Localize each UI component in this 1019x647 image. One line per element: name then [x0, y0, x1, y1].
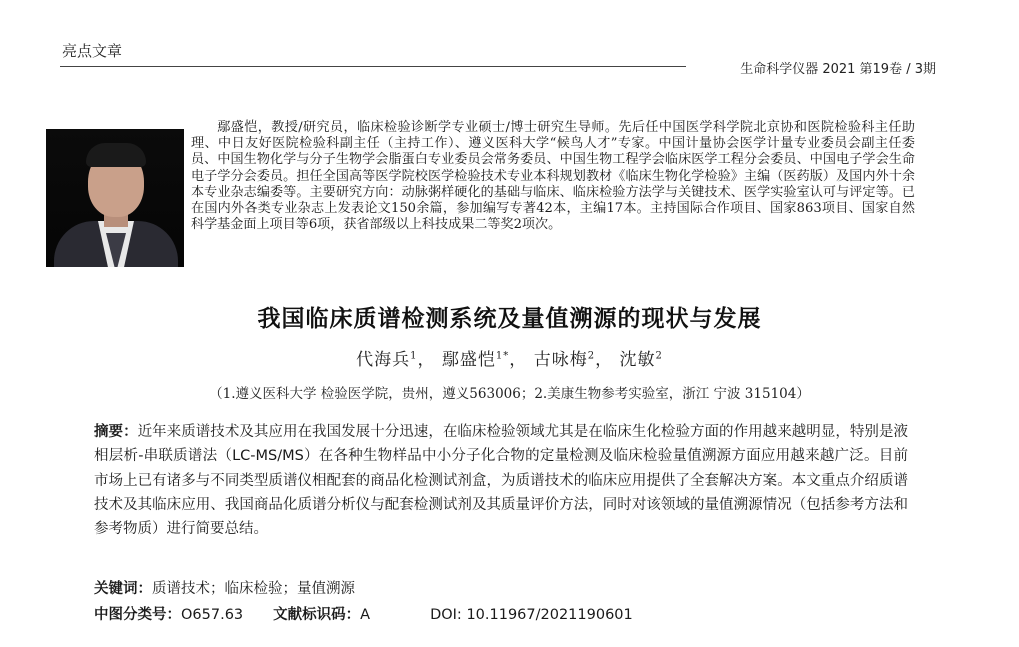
abstract-label: 摘要：	[94, 424, 138, 440]
article-title: 我国临床质谱检测系统及量值溯源的现状与发展	[257, 306, 762, 332]
author-name: 鄢盛恺	[441, 350, 496, 370]
author-list: 代海兵$^1$， 鄢盛恺$^{1*}$， 古咏梅$^2$， 沈敏$^2$	[356, 350, 663, 370]
section-label: 亮点文章	[62, 42, 123, 60]
abstract-text: 近年来质谱技术及其应用在我国发展十分迅速，在临床检验领域尤其是在临床生化检验方面的作用越来越明显，特别是液相层析-串联质谱法（LC-MS/MS）在各种生物样品中小分子化合物的定量检测及临床检验量值溯源方面应用越来越广泛。目前市场上已有诸多与不同类型质谱仪相配套的商品化检测试剂盒，为质谱技术的临床应用提供了全套解决方案。本文重点介绍质谱技术及其临床应用、我国商品化质谱分析仪与配套检测试剂及其质量评价方法，同时对该领域的量值溯源情况（包括参考方法和参考物质）进行简要总结。	[94, 424, 908, 538]
author-name: 代海兵	[356, 350, 411, 370]
journal-info: 生命科学仪器 2021 第19卷 / 3期	[740, 62, 936, 77]
author-affil-mark: 1*	[495, 350, 510, 362]
classification-line	[94, 603, 633, 624]
keywords-label: 关键词：	[94, 581, 152, 597]
doi-value: 10.11967/2021190601	[466, 607, 633, 623]
affiliation: （1.遵义医科大学 检验医学院，贵州，遵义563006；2.美康生物参考实验室，浙江 宁波 315104）	[209, 386, 810, 402]
doccode-value: A	[360, 607, 371, 623]
author-affil-mark: 2	[587, 350, 596, 362]
doi-label: DOI:	[430, 607, 462, 623]
author-name: 古咏梅	[533, 350, 588, 370]
header-divider	[60, 66, 686, 67]
author-bio: 鄢盛恺，教授/研究员，临床检验诊断学专业硕士/博士研究生导师。先后任中国医学科学院北京协和医院检验科主任助理、中日友好医院检验科副主任（主持工作）、遵义医科大学“候鸟人才”专家。中国计量协会医学计量专业委员会副主任委员、中国生物化学与分子生物学会脂蛋白专业委员会常务委员、中国生物工程学会临床医学工程分会委员、中国电子学会生命电子学分会委员。担任全国高等医学院校医学检验技术专业本科规划教材《临床生物化学检验》主编（医药版）及国内外十余本专业杂志编委等。主要研究方向：动脉粥样硬化的基础与临床、临床检验方法学与关键技术、医学实验室认可与评定等。已在国内外各类专业杂志上发表论文150余篇，参加编写专著42本，主编17本。主持国际合作项目、国家863项目、国家自然科学基金面上项目等6项，获省部级以上科技成果二等奖2项次。	[191, 120, 915, 233]
keywords-text: 质谱技术；临床检验；量值溯源	[152, 581, 355, 597]
author-affil-mark: 2	[655, 350, 663, 362]
keywords	[94, 577, 355, 598]
author-photo	[46, 129, 184, 267]
doccode-label: 文献标识码：	[273, 607, 361, 623]
author-name: 沈敏	[619, 350, 656, 370]
abstract	[94, 420, 908, 541]
class-label: 中图分类号：	[94, 607, 181, 623]
class-value: O657.63	[181, 607, 244, 623]
author-affil-mark: 1	[410, 350, 418, 362]
